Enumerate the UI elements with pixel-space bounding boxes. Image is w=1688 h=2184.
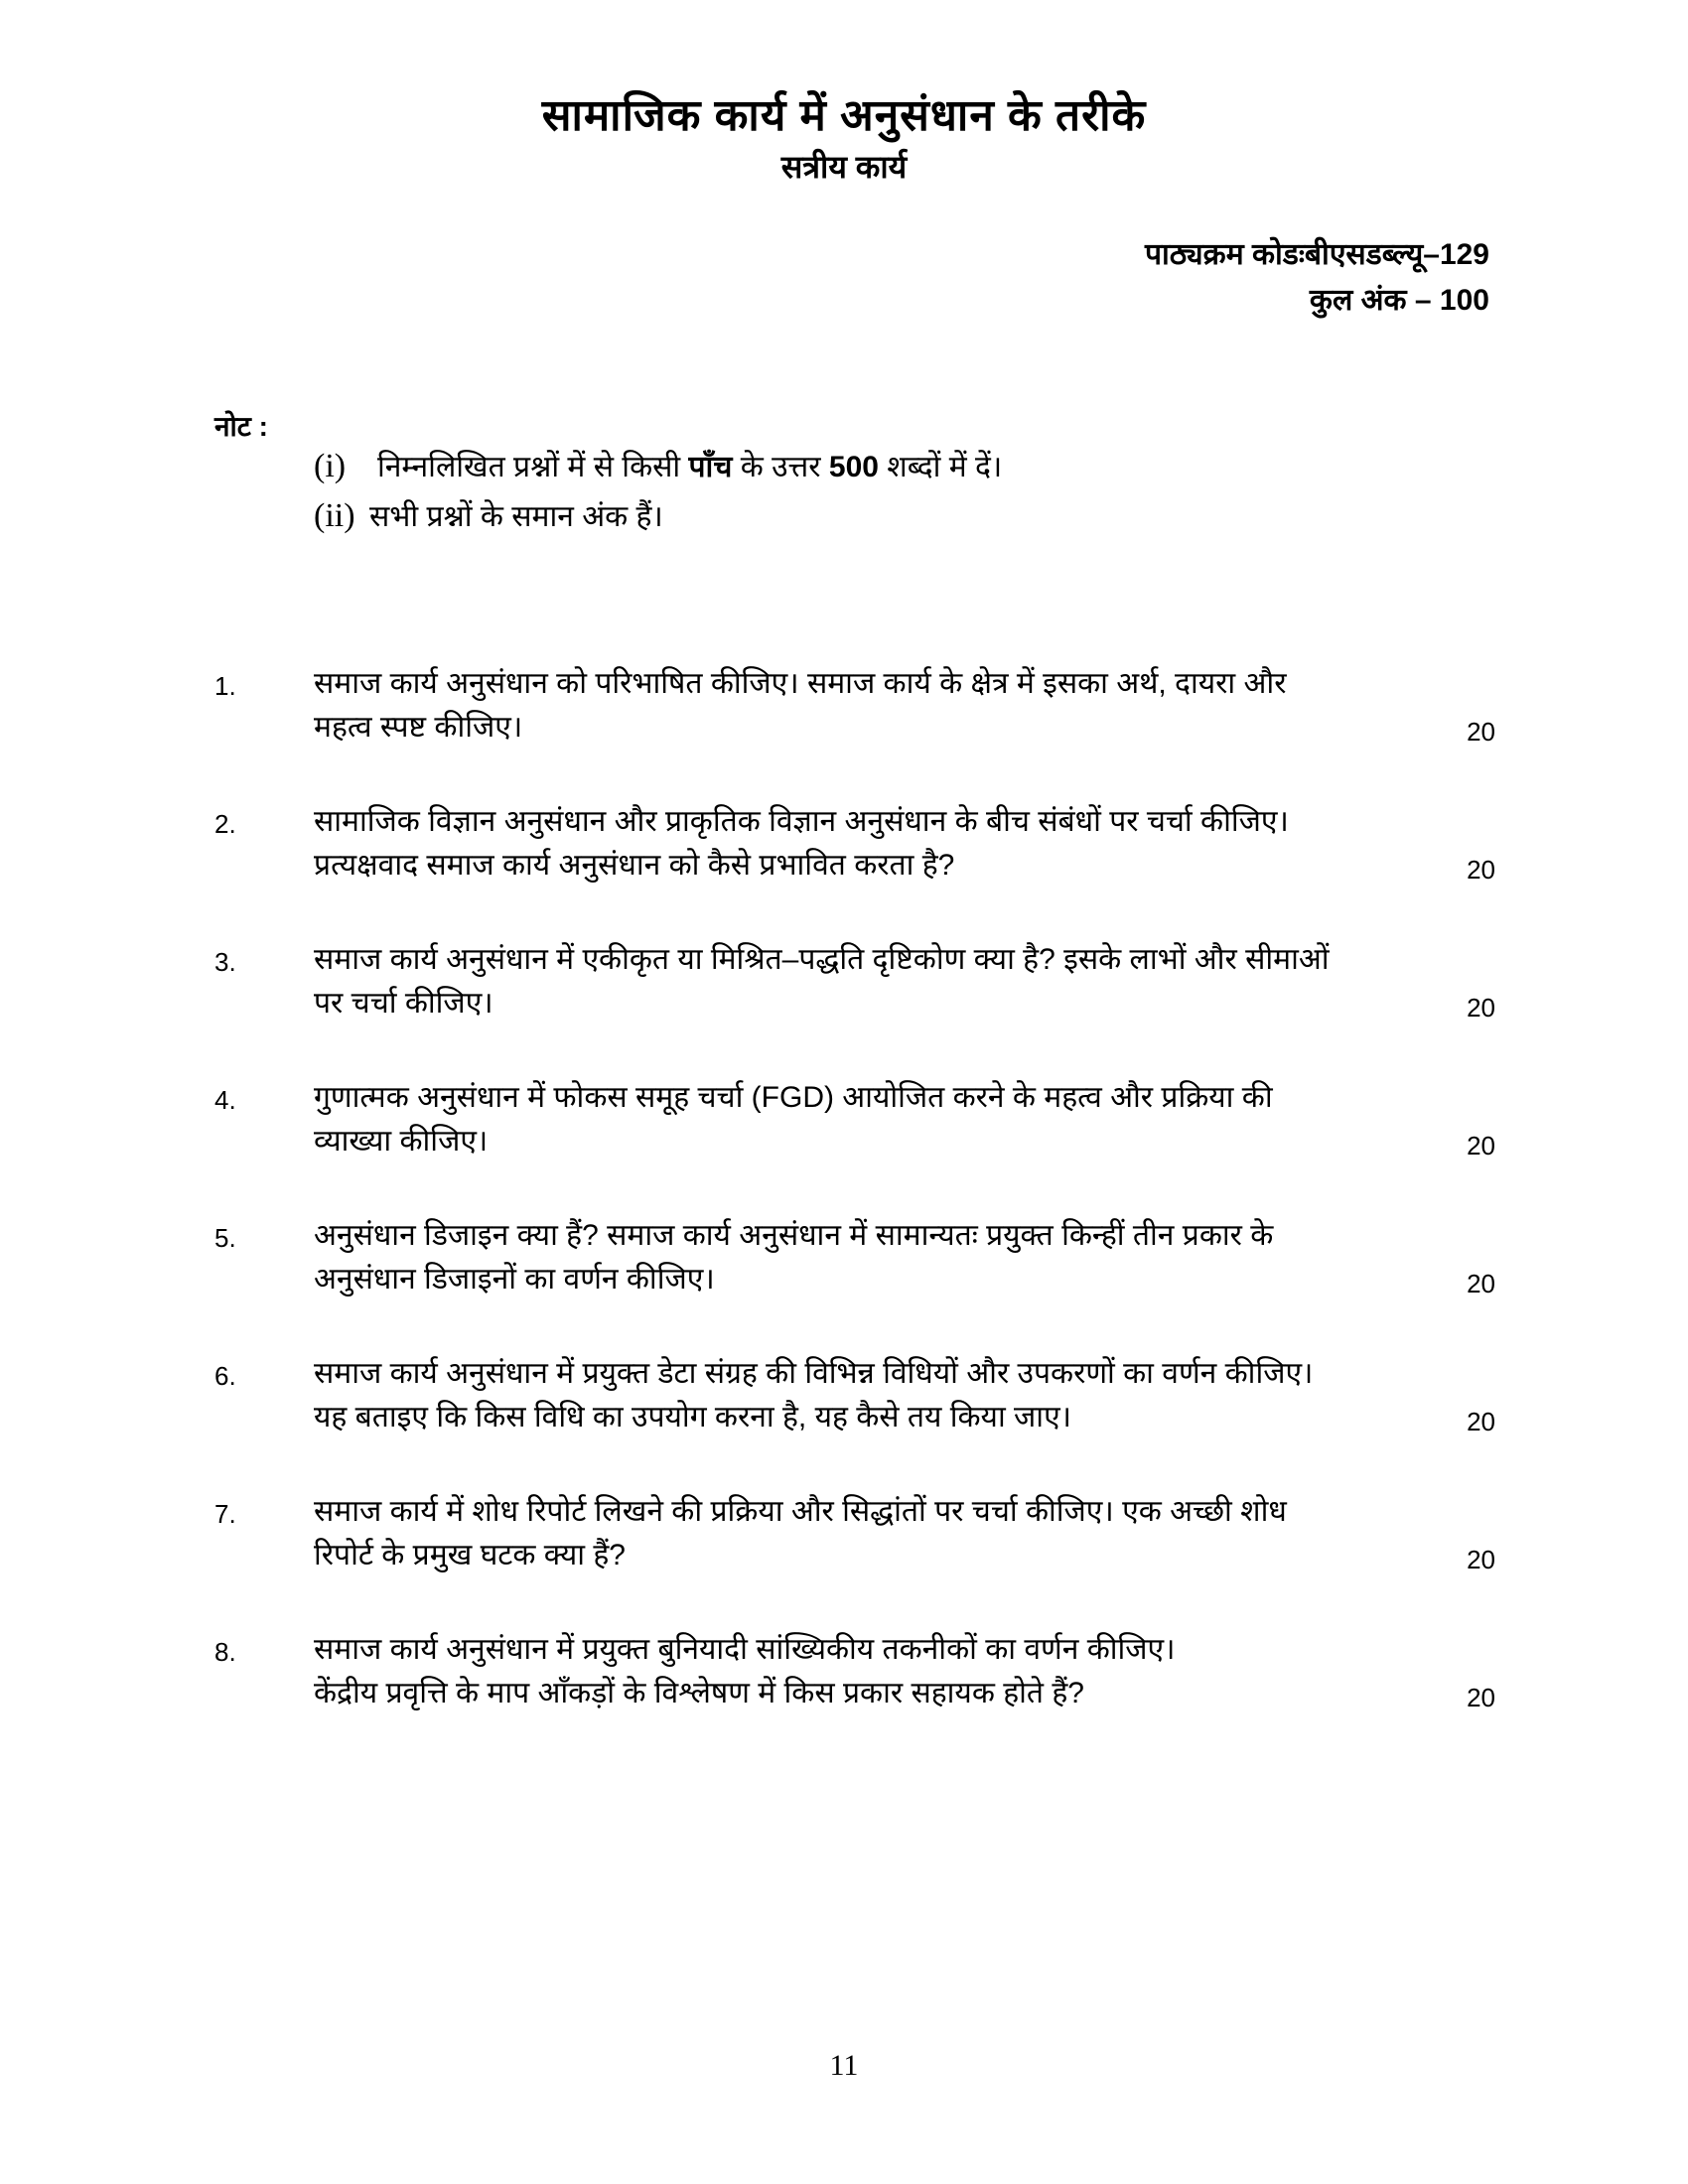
question-marks: 20 xyxy=(1467,1545,1495,1574)
question-text-line-2: रिपोर्ट के प्रमुख घटक क्या हैं? xyxy=(314,1539,626,1571)
question-1 xyxy=(214,661,1495,770)
question-text-line-1: सामाजिक विज्ञान अनुसंधान और प्राकृतिक विज्ञान अनुसंधान के बीच संबंधों पर चर्चा कीजिए। xyxy=(314,805,1289,838)
question-text-line-1: समाज कार्य अनुसंधान को परिभाषित कीजिए। समाज कार्य के क्षेत्र में इसका अर्थ, दायरा और xyxy=(314,667,1287,700)
question-6 xyxy=(214,1351,1495,1460)
question-8 xyxy=(214,1627,1495,1736)
question-2 xyxy=(214,799,1495,908)
question-text-line-2: अनुसंधान डिजाइनों का वर्णन कीजिए। xyxy=(314,1263,715,1296)
note-text xyxy=(377,445,1002,485)
question-text-line-1: अनुसंधान डिजाइन क्या हैं? समाज कार्य अनुसंधान में सामान्यतः प्रयुक्त किन्हीं तीन प्रकार के xyxy=(314,1219,1274,1252)
question-3 xyxy=(214,937,1495,1046)
question-text-line-1: समाज कार्य में शोध रिपोर्ट लिखने की प्रक्रिया और सिद्धांतों पर चर्चा कीजिए। एक अच्छी शोध xyxy=(314,1495,1287,1528)
question-number: 5. xyxy=(214,1223,236,1253)
question-number: 3. xyxy=(214,947,236,977)
question-marks: 20 xyxy=(1467,1407,1495,1436)
note-marker: (i) xyxy=(314,448,347,484)
question-number: 4. xyxy=(214,1085,236,1115)
question-text-line-1: समाज कार्य अनुसंधान में प्रयुक्त डेटा संग्रह की विभिन्न विधियों और उपकरणों का वर्णन कीजिए। xyxy=(314,1357,1314,1390)
page-title: सामाजिक कार्य में अनुसंधान के तरीके xyxy=(541,91,1147,140)
total-marks: कुल अंक – 100 xyxy=(1309,284,1489,317)
note-marker: (ii) xyxy=(314,497,355,534)
note-emphasis: पाँच xyxy=(688,451,733,483)
note-text-part: निम्नलिखित प्रश्नों में से किसी xyxy=(377,451,689,483)
page-subtitle: सत्रीय कार्य xyxy=(780,149,908,185)
question-text-line-2: यह बताइए कि किस विधि का उपयोग करना है, यह कैसे तय किया जाए। xyxy=(314,1401,1072,1433)
question-text-line-2: पर चर्चा कीजिए। xyxy=(314,987,493,1020)
question-marks: 20 xyxy=(1467,1269,1495,1298)
note-item-1 xyxy=(314,445,1002,485)
question-number: 7. xyxy=(214,1499,236,1529)
question-marks: 20 xyxy=(1467,1683,1495,1712)
page-number: 11 xyxy=(829,2049,859,2082)
question-marks: 20 xyxy=(1467,1131,1495,1160)
question-number: 8. xyxy=(214,1637,236,1667)
note-text-part: शब्दों में दें। xyxy=(878,451,1003,483)
question-text-line-2: व्याख्या कीजिए। xyxy=(314,1125,489,1158)
question-text-line-1: समाज कार्य अनुसंधान में एकीकृत या मिश्रित–पद्धति दृष्टिकोण क्या है? इसके लाभों और सीमाओं xyxy=(314,943,1330,976)
note-item-2 xyxy=(314,494,663,535)
question-text-line-2: केंद्रीय प्रवृत्ति के माप आँकड़ों के विश्लेषण में किस प्रकार सहायक होते हैं? xyxy=(314,1677,1084,1709)
question-7 xyxy=(214,1489,1495,1598)
question-4 xyxy=(214,1075,1495,1184)
question-text-line-2: प्रत्यक्षवाद समाज कार्य अनुसंधान को कैसे प्रभावित करता है? xyxy=(314,849,955,882)
question-text-line-2: महत्व स्पष्ट कीजिए। xyxy=(314,711,523,744)
question-text-line-1: गुणात्मक अनुसंधान में फोकस समूह चर्चा (FGD) आयोजित करने के महत्व और प्रक्रिया की xyxy=(314,1081,1273,1114)
question-5 xyxy=(214,1213,1495,1322)
question-number: 2. xyxy=(214,809,236,839)
question-number: 6. xyxy=(214,1361,236,1391)
note-text-part: के उत्तर xyxy=(732,451,829,483)
note-label: नोट : xyxy=(214,411,269,442)
note-text: सभी प्रश्नों के समान अंक हैं। xyxy=(369,500,663,533)
question-marks: 20 xyxy=(1467,717,1495,747)
note-word-count: 500 xyxy=(828,451,879,483)
question-number: 1. xyxy=(214,671,236,701)
question-text-line-1: समाज कार्य अनुसंधान में प्रयुक्त बुनियादी सांख्यिकीय तकनीकों का वर्णन कीजिए। xyxy=(314,1633,1176,1666)
question-marks: 20 xyxy=(1467,855,1495,885)
course-code: पाठ्यक्रम कोडःबीएसडब्ल्यू–129 xyxy=(1145,238,1489,271)
question-marks: 20 xyxy=(1467,993,1495,1023)
